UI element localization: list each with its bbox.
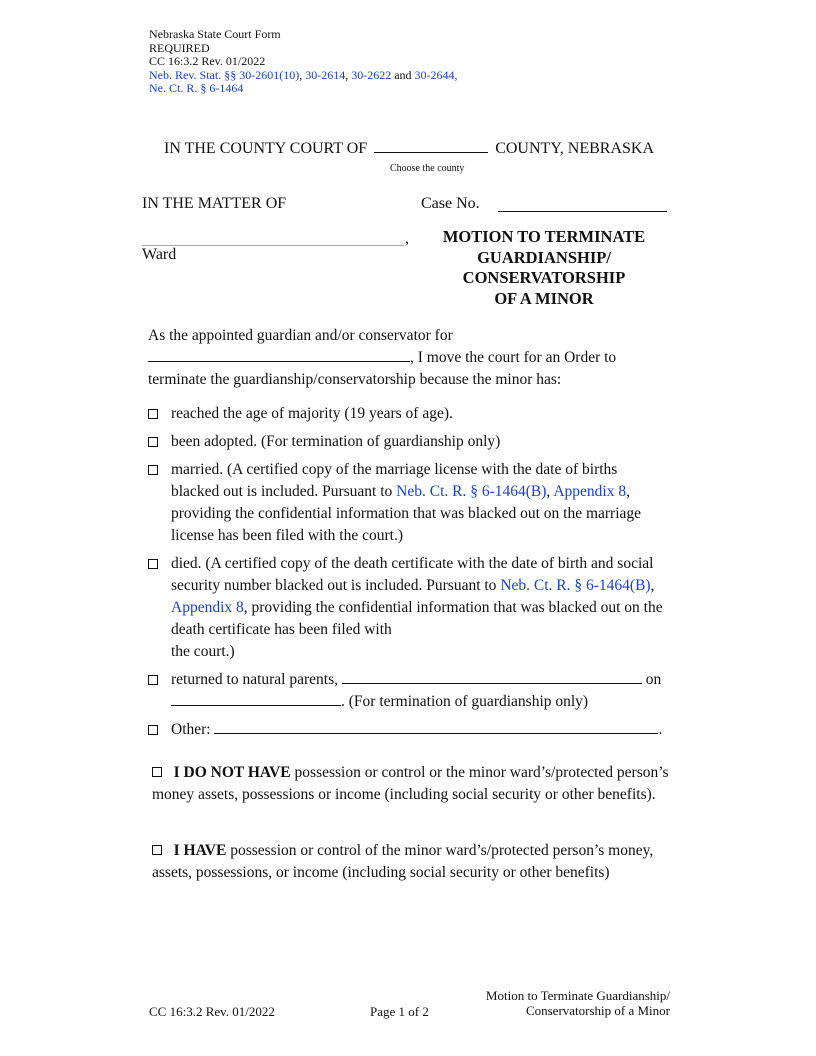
return-date-field[interactable]: [171, 693, 341, 706]
county-hint: Choose the county: [390, 163, 465, 174]
possession-no-statement: I DO NOT HAVE possession or control or the minor ward’s/protected person’s money assets, possessions or income (including social security or other benefits).: [152, 764, 669, 803]
statute-link-2[interactable]: 30-2614: [305, 67, 346, 82]
have-checkbox[interactable]: [152, 845, 162, 855]
intro-paragraph: As the appointed guardian and/or conservator for , I move the court for an Order to terminate the guardianship/conservatorship because the minor has:: [148, 327, 617, 388]
adopted-checkbox[interactable]: [148, 437, 158, 447]
page-number: Page 1 of 2: [370, 1004, 429, 1019]
reason-other: Other: .: [148, 719, 668, 741]
married-checkbox[interactable]: [148, 465, 158, 475]
court-line: [164, 140, 654, 158]
reason-married: married. (A certified copy of the marriage license with the date of births blacked out is included. Pursuant to Neb. Ct. R. § 6-1464(B), Appendix 8, providing the confidential information that was blacked out on the marriage license has been filed with the court.): [148, 459, 668, 547]
guardian-name-field[interactable]: [148, 349, 410, 362]
other-checkbox[interactable]: [148, 725, 158, 735]
reason-died: died. (A certified copy of the death certificate with the date of birth and social security number blacked out is included. Pursuant to Neb. Ct. R. § 6-1464(B), Appendix 8, providing the confidential information that was blacked out on the death certificate has been filed with the court.): [148, 553, 668, 663]
appendix-link[interactable]: Appendix 8: [553, 483, 627, 500]
ward-label: Ward: [142, 246, 177, 263]
do-not-have-checkbox[interactable]: [152, 767, 162, 777]
form-header: [149, 28, 458, 96]
form-required: REQUIRED: [149, 40, 210, 55]
reason-parents: returned to natural parents, on . (For termination of guardianship only): [148, 669, 668, 713]
reason-majority: reached the age of majority (19 years of age).: [148, 403, 668, 425]
majority-checkbox[interactable]: [148, 409, 158, 419]
footer-title: Motion to Terminate Guardianship/ Conservatorship of a Minor: [485, 988, 670, 1018]
rule-link[interactable]: Neb. Ct. R. § 6-1464(B): [500, 577, 651, 594]
statute-link-4[interactable]: 30-2644: [414, 67, 455, 82]
ward-name-field[interactable]: [142, 245, 404, 246]
statute-link-1[interactable]: Neb. Rev. Stat. §§ 30-2601(10): [149, 67, 300, 82]
appendix-link[interactable]: Appendix 8: [171, 599, 244, 616]
reason-adopted: been adopted. (For termination of guardianship only): [148, 431, 668, 453]
parents-checkbox[interactable]: [148, 675, 158, 685]
statute-link-3[interactable]: 30-2622: [351, 67, 392, 82]
matter-label: IN THE MATTER OF: [142, 195, 287, 212]
died-checkbox[interactable]: [148, 559, 158, 569]
form-source: Nebraska State Court Form: [149, 27, 281, 41]
form-id: CC 16:3.2 Rev. 01/2022: [149, 54, 266, 68]
court-rule-link[interactable]: Ne. Ct. R. § 6-1464: [149, 81, 244, 95]
other-reason-field[interactable]: [214, 721, 658, 734]
possession-yes-statement: I HAVE possession or control of the minor ward’s/protected person’s money, assets, possessions, or income (including social security or other benefits): [152, 842, 654, 881]
case-no-label: Case No.: [421, 195, 480, 212]
court-prefix: IN THE COUNTY COURT OF: [164, 140, 368, 157]
county-field[interactable]: [374, 140, 488, 153]
parents-name-field[interactable]: [342, 671, 642, 684]
case-number-field[interactable]: [498, 211, 667, 212]
court-suffix: COUNTY, NEBRASKA: [495, 140, 655, 157]
document-title: MOTION TO TERMINATE GUARDIANSHIP/ CONSERVATORSHIP OF A MINOR: [442, 227, 646, 308]
footer-form-id: CC 16:3.2 Rev. 01/2022: [149, 1004, 275, 1019]
rule-link[interactable]: Neb. Ct. R. § 6-1464(B): [396, 483, 547, 500]
statute-links: Neb. Rev. Stat. §§ 30-2601(10), 30-2614, 30-2622 and 30-2644,: [149, 67, 458, 82]
